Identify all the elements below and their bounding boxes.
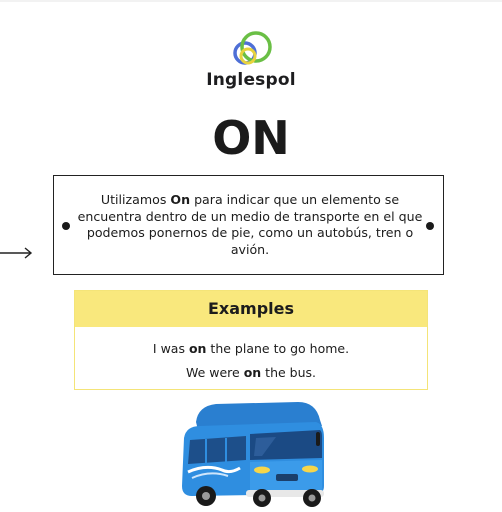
bus-icon: [176, 398, 326, 508]
definition-post: para indicar que un elemento se encuentra dentro de un medio de transporte en el que podemos ponernos de pie, como un autobús, tren o avión.: [77, 192, 423, 257]
inglespol-logo-icon: [226, 29, 276, 69]
arrow-right-icon: [0, 246, 34, 260]
examples-box: [74, 290, 428, 390]
example-1-pre: I was: [152, 341, 189, 356]
example-sentence-2: [75, 365, 427, 381]
top-divider: [0, 0, 502, 2]
examples-header: Examples: [75, 291, 427, 327]
bullet-dot-right: [426, 222, 434, 230]
example-2-pre: We were: [185, 365, 244, 380]
example-1-keyword: on: [188, 341, 207, 356]
definition-keyword: On: [170, 192, 191, 207]
example-1-post: the plane to go home.: [206, 341, 350, 356]
definition-pre: Utilizamos: [100, 192, 171, 207]
brand-name: Inglespol: [206, 70, 296, 90]
definition-box: [53, 175, 444, 275]
bullet-dot-left: [62, 222, 70, 230]
example-sentence-1: [75, 341, 427, 357]
example-2-keyword: on: [243, 365, 262, 380]
page-title: ON: [212, 111, 290, 165]
example-2-post: the bus.: [261, 365, 317, 380]
definition-text: [74, 192, 426, 258]
